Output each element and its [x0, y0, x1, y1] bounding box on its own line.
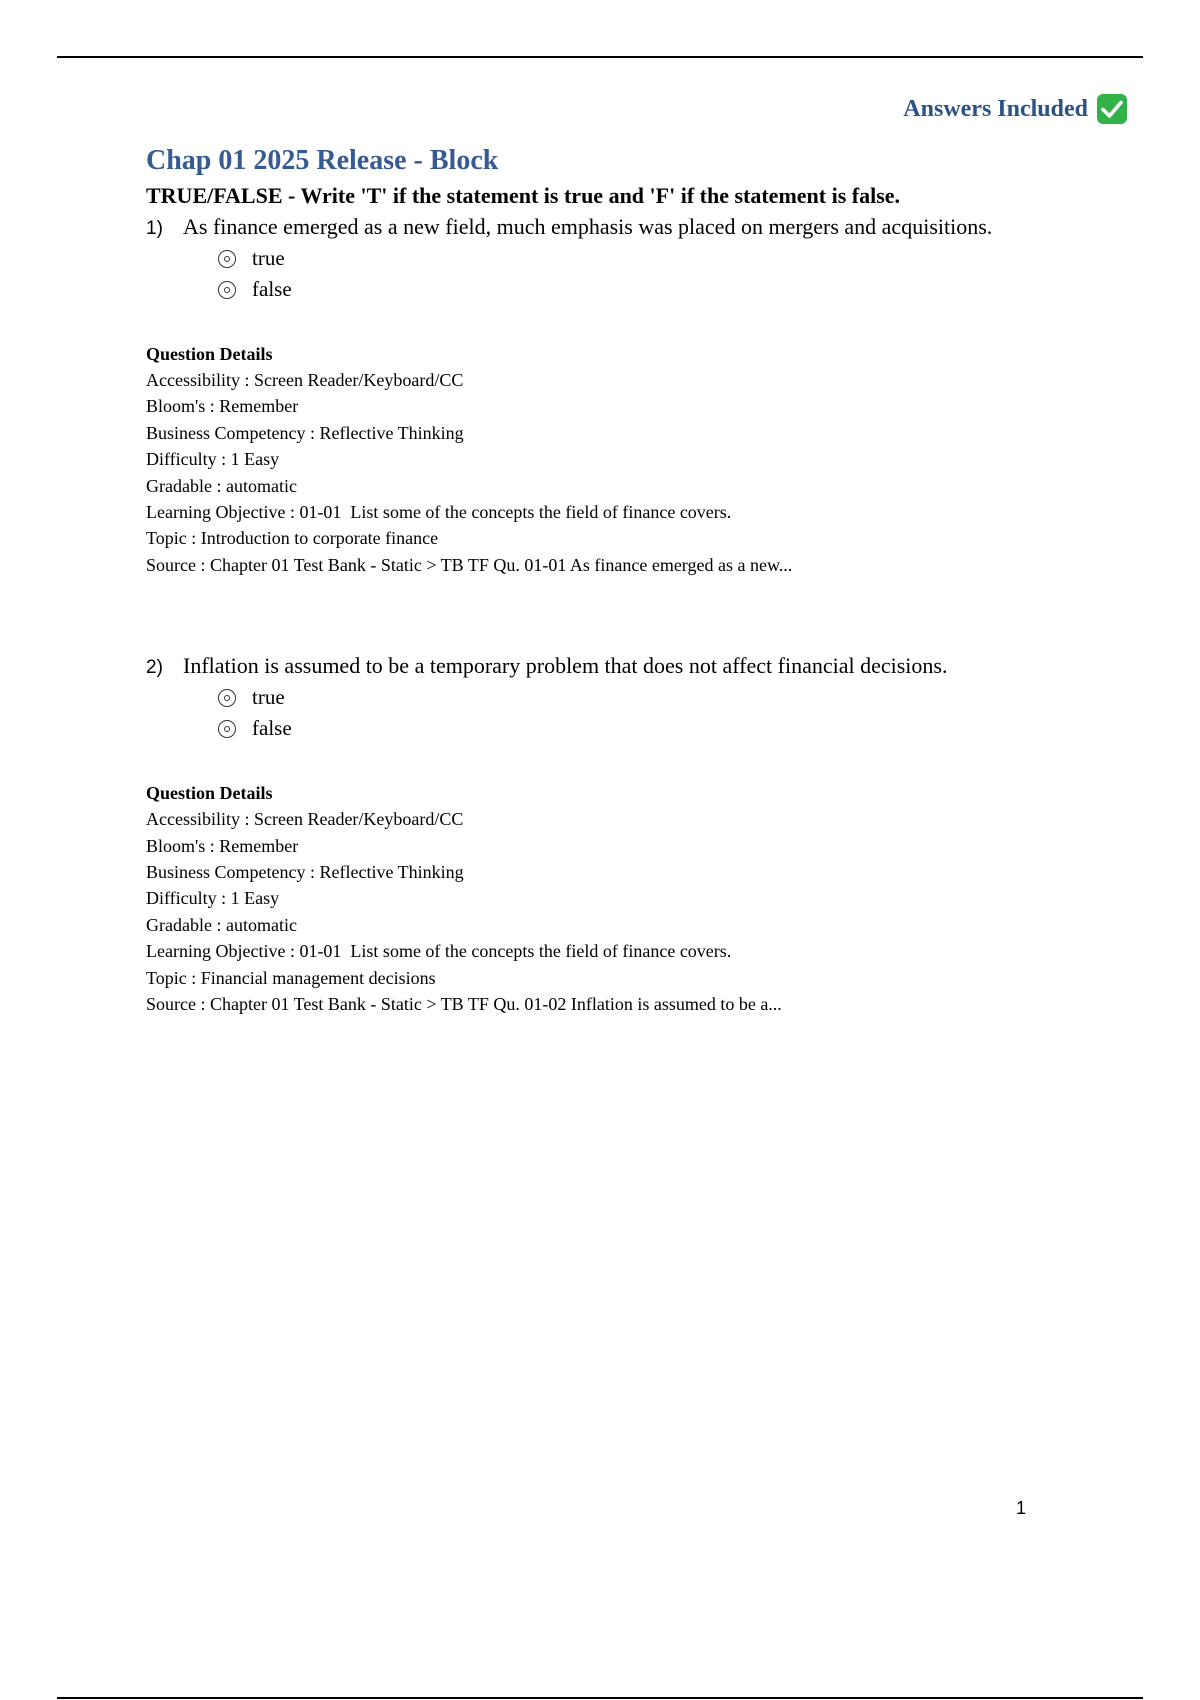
option-true[interactable] — [218, 243, 1136, 274]
question-text: As finance emerged as a new field, much emphasis was placed on mergers and acquisitions. — [183, 214, 993, 239]
question-text: Inflation is assumed to be a temporary problem that does not affect financial decisions. — [183, 653, 948, 679]
answer-options — [218, 243, 1136, 305]
bottom-rule — [57, 1697, 1143, 1699]
radio-button-icon[interactable] — [218, 250, 236, 268]
question-details — [146, 780, 1136, 1017]
option-label: true — [252, 246, 285, 270]
check-mark-button-icon — [1096, 93, 1128, 125]
detail-accessibility: Accessibility : Screen Reader/Keyboard/CC — [146, 370, 464, 390]
top-rule — [57, 56, 1143, 58]
radio-button-icon[interactable] — [218, 720, 236, 738]
detail-accessibility: Accessibility : Screen Reader/Keyboard/CC — [146, 809, 464, 830]
details-heading: Question Details — [146, 344, 273, 364]
option-true[interactable] — [218, 682, 1136, 713]
question-number: 2) — [146, 657, 163, 679]
detail-difficulty: Difficulty : 1 Easy — [146, 888, 280, 909]
option-false[interactable] — [218, 274, 1136, 305]
radio-button-icon[interactable] — [218, 689, 236, 707]
question-1 — [146, 213, 1136, 578]
detail-business-competency: Business Competency : Reflective Thinking — [146, 862, 464, 883]
chapter-title: Chap 01 2025 Release - Block — [146, 145, 499, 176]
option-label: false — [252, 716, 292, 741]
detail-gradable: Gradable : automatic — [146, 914, 297, 935]
option-label: true — [252, 685, 285, 710]
detail-source: Source : Chapter 01 Test Bank - Static > TB TF Qu. 01-01 As finance emerged as a new... — [146, 554, 793, 575]
detail-difficulty: Difficulty : 1 Easy — [146, 449, 280, 470]
question-details — [146, 341, 1136, 578]
detail-gradable: Gradable : automatic — [146, 475, 297, 496]
detail-learning-objective: Learning Objective : 01-01 List some of the concepts the field of finance covers. — [146, 941, 732, 962]
detail-business-competency: Business Competency : Reflective Thinking — [146, 422, 464, 443]
detail-blooms: Bloom's : Remember — [146, 396, 299, 417]
option-label: false — [252, 277, 292, 301]
question-number: 1) — [146, 218, 163, 239]
detail-topic: Topic : Introduction to corporate finance — [146, 528, 439, 549]
detail-learning-objective: Learning Objective : 01-01 List some of the concepts the field of finance covers. — [146, 502, 732, 523]
question-2 — [146, 652, 1136, 1017]
option-false[interactable] — [218, 713, 1136, 744]
section-instructions: TRUE/FALSE - Write 'T' if the statement is true and 'F' if the statement is false. — [146, 183, 901, 208]
answers-included-badge — [903, 93, 1128, 125]
detail-topic: Topic : Financial management decisions — [146, 967, 436, 988]
page-number: 1 — [1016, 1498, 1027, 1518]
detail-blooms: Bloom's : Remember — [146, 835, 299, 856]
radio-button-icon[interactable] — [218, 281, 236, 299]
answer-options — [218, 682, 1136, 744]
document-body — [146, 144, 1136, 1018]
badge-text: Answers Included — [903, 96, 1088, 122]
details-heading: Question Details — [146, 783, 273, 804]
detail-source: Source : Chapter 01 Test Bank - Static > TB TF Qu. 01-02 Inflation is assumed to be a... — [146, 994, 782, 1015]
